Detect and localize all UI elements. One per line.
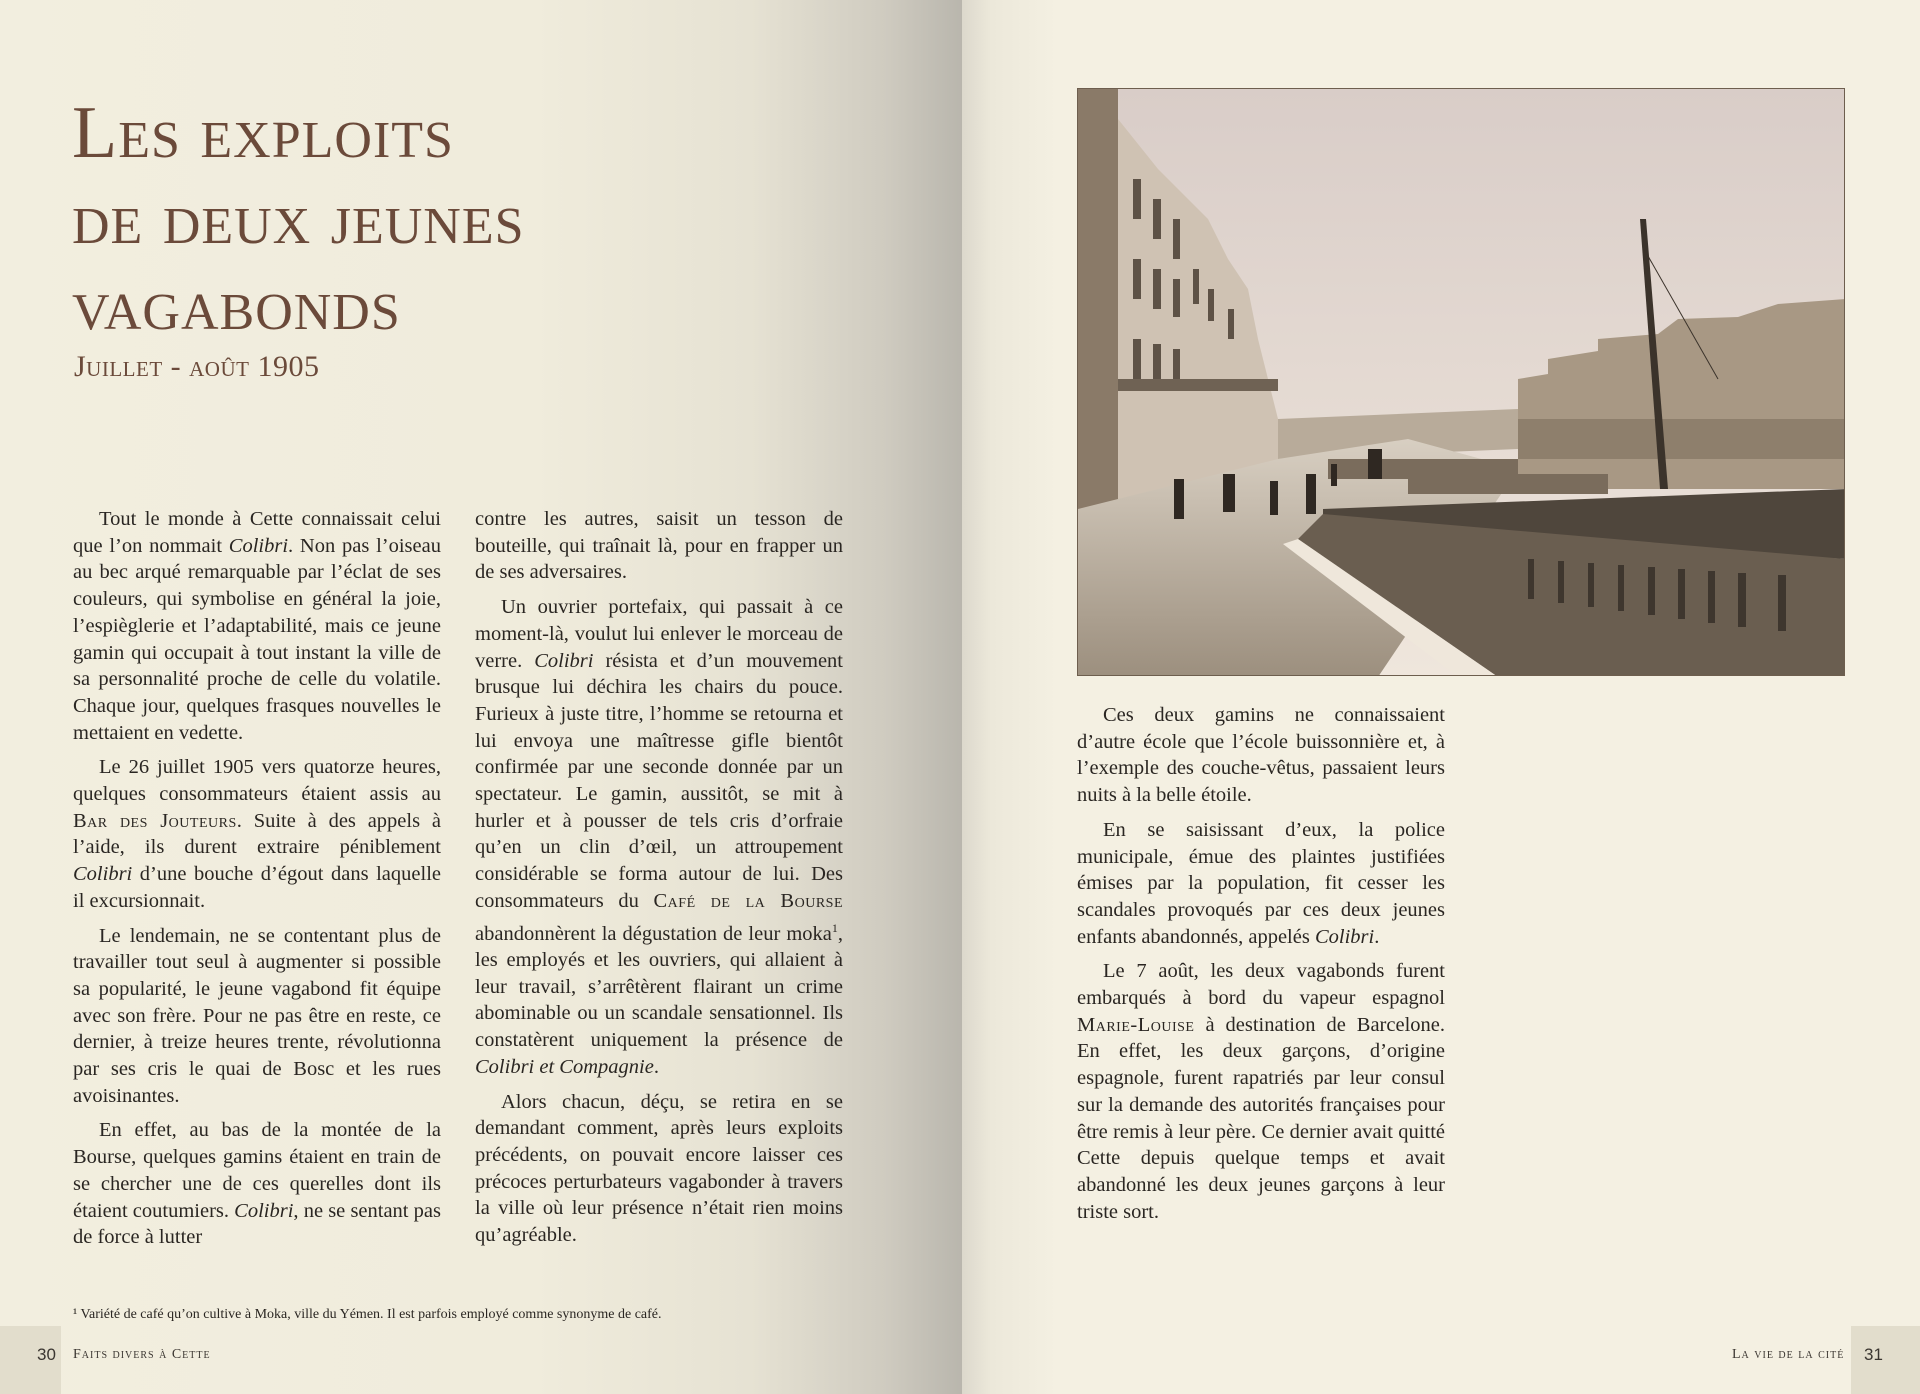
paragraph: [475, 506, 843, 586]
italic-text: Colibri: [228, 534, 289, 557]
text-run: Le 7 août, les deux vagabonds furent embarqués à bord du vapeur espagnol: [1077, 960, 1445, 1010]
text-run: Alors chacun, déçu, se retira en se demandant comment, après leurs exploits précédents, on pouvait encore laisser ces précoces perturbateurs vagabonder à travers la ville où leur présence n’était rien moins qu’agréable.: [475, 1090, 843, 1247]
paragraph: [1077, 958, 1445, 1225]
text-column-1: [73, 506, 441, 1259]
proper-name: Bar des Jouteurs: [73, 809, 237, 832]
text-run: Le 26 juillet 1905 vers quatorze heures, quelques consommateurs étaient assis au: [73, 756, 441, 806]
text-run: contre les autres, saisit un tesson de bouteille, qui traînait là, pour en frapper un de ses adversaires.: [475, 508, 843, 584]
text-run: abandonnèrent la dégustation de leur moka: [475, 922, 832, 945]
text-run: résista et d’un mouvement brusque lui déchira les chairs du pouce. Furieux à juste titre, l’homme se retourna et lui envoya une maîtresse gifle bientôt confirmée par une seconde donnée par un spectateur. Le gamin, aussitôt, se mit à hurler et à pousser de tels cris d’orfraie qu’en un clin d’œil, un attroupement considérable se forma autour de lui. Des consommateurs du: [475, 649, 843, 912]
text-run: , ne se sentant pas de force à lutter: [73, 1199, 441, 1249]
text-run: à destination de Barcelone. En effet, les deux garçons, d’origine espagnole, furent rapatriés par leur consul sur la demande des autorités françaises pour être remis à leur père. Ce dernier avait quitté Cette depuis quelque temps et avait abandonné les deux jeunes garçons à leur triste sort.: [1077, 1013, 1445, 1223]
proper-name: Marie-Louise: [1077, 1013, 1195, 1036]
text-run: , les employés et les ouvriers, qui allaient à leur travail, s’arrêtèrent flairant un crime abominable ou un scandale sensationnel. Ils constatèrent uniquement la présence de: [475, 922, 843, 1052]
italic-text: Colibri: [73, 863, 133, 886]
article-date-subtitle: Juillet - août 1905: [74, 350, 320, 383]
running-title: La vie de la cité: [1732, 1347, 1845, 1362]
paragraph: [73, 506, 441, 746]
italic-text: Colibri: [1314, 925, 1375, 948]
italic-text: Colibri: [534, 649, 594, 672]
text-column-3: [1077, 702, 1445, 1233]
page-number: 30: [37, 1345, 56, 1364]
footnote-marker: 1: [831, 920, 838, 935]
paragraph: [475, 1089, 843, 1249]
text-run: d’une bouche d’égout dans laquelle il excursionnait.: [73, 863, 441, 912]
title-line: vagabonds: [72, 264, 401, 346]
paragraph: [1077, 817, 1445, 951]
italic-text: Colibri et Compagnie: [475, 1055, 654, 1078]
text-run: Un ouvrier portefaix, qui passait à ce moment-là, voulut lui enlever le morceau de verre.: [475, 596, 843, 672]
folio-tab: [1851, 1326, 1920, 1394]
paragraph: [475, 594, 843, 1080]
text-run: .: [653, 1055, 659, 1078]
text-run: .: [1374, 925, 1380, 948]
title-line: de deux jeunes: [72, 178, 525, 260]
paragraph: [73, 923, 441, 1110]
text-run: En se saisissant d’eux, la police municipale, émue des plaintes justifiées émises par la population, fit cesser les scandales provoqués par ces deux jeunes enfants abandonnés, appelés: [1077, 818, 1445, 948]
text-run: . Suite à des appels à l’aide, ils durent extraire péniblement: [73, 809, 441, 859]
historic-quay-photograph: [1077, 88, 1845, 676]
footnote: ¹ Variété de café qu’on cultive à Moka, ville du Yémen. Il est parfois employé comme synonyme de café.: [73, 1307, 662, 1322]
proper-name: Café de la Bourse: [653, 889, 844, 912]
page-number: 31: [1864, 1345, 1883, 1364]
text-run: Ces deux gamins ne connaissaient d’autre école que l’école buissonnière et, à l’exemple des couche-vêtus, passaient leurs nuits à la belle étoile.: [1077, 704, 1445, 807]
text-column-2: [475, 506, 843, 1257]
text-run: Tout le monde à Cette connaissait celui que l’on nommait: [73, 508, 441, 557]
text-run: En effet, au bas de la montée de la Bourse, quelques gamins étaient en train de se chercher une de ces querelles dont ils étaient coutumiers.: [73, 1119, 441, 1222]
text-run: . Non pas l’oiseau au bec arqué remarquable par l’éclat de ses couleurs, qui symbolise en général la joie, l’espièglerie et l’adaptabilité, mais ce jeune gamin qui occupait à tout instant la ville de sa personnalité proche de celle du volatile. Chaque jour, quelques frasques nouvelles le mettaient en vedette.: [73, 534, 441, 744]
paragraph: [73, 754, 441, 914]
paragraph: [73, 1117, 441, 1251]
italic-text: Colibri: [234, 1199, 294, 1222]
paragraph: [1077, 702, 1445, 809]
title-line: Les exploits: [72, 92, 454, 174]
running-title: Faits divers à Cette: [73, 1347, 211, 1362]
text-run: Le lendemain, ne se contentant plus de travailler tout seul à augmenter si possible sa popularité, le jeune vagabond fit équipe avec son frère. Pour ne pas être en reste, ce dernier, à treize heures trente, révolutionna par ses cris le quai de Bosc et les rues avoisinantes.: [73, 924, 441, 1107]
article-title: [72, 90, 525, 348]
